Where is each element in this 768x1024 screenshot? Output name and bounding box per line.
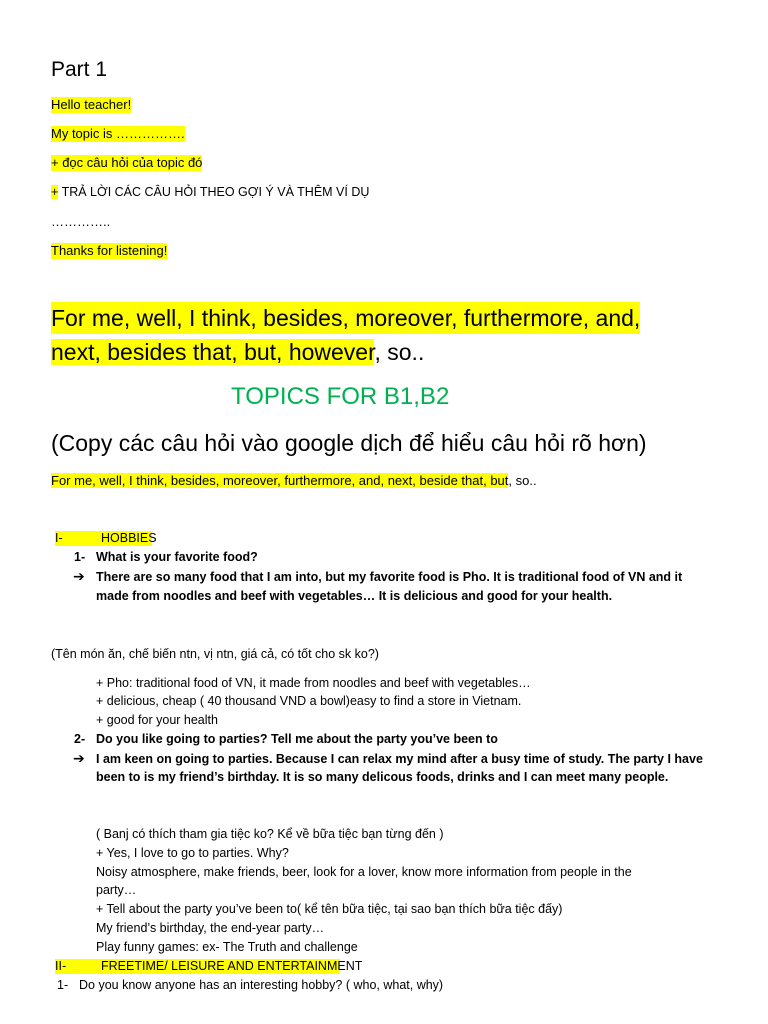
arrow-right-icon: ➔ <box>73 568 85 584</box>
note-line: ( Banj có thích tham gia tiệc ko? Kể về bữa tiệc bạn từng đến ) <box>96 827 444 841</box>
connectors-large-line1: For me, well, I think, besides, moreover, furthermore, and, <box>51 302 640 334</box>
answer-line: made from noodles and beef with vegetables… It is delicious and good for your health. <box>96 589 613 603</box>
connectors-large-line2 <box>51 336 424 368</box>
question-number: 1- <box>74 550 86 564</box>
thanks-line: Thanks for listening! <box>51 243 168 258</box>
greeting-line: Hello teacher! <box>51 97 132 112</box>
note-line: party… <box>96 883 137 897</box>
note-line: + Yes, I love to go to parties. Why? <box>96 846 289 860</box>
section-roman: II- <box>55 959 67 973</box>
section-heading-hobbies <box>55 531 157 546</box>
note-line: + delicious, cheap ( 40 thousand VND a bowl)easy to find a store in Vietnam. <box>96 694 522 708</box>
hint-note: (Tên món ăn, chế biến ntn, vị ntn, giá cả, có tốt cho sk ko?) <box>51 647 379 661</box>
answer-line: I am keen on going to parties. Because I can relax my mind after a busy time of study. The party I have <box>96 752 703 766</box>
topic-line: My topic is ……………. <box>51 126 185 141</box>
note-line: + Pho: traditional food of VN, it made from noodles and beef with vegetables… <box>96 676 531 690</box>
ellipsis-line: ………….. <box>51 214 111 229</box>
question-text: Do you like going to parties? Tell me about the party you’ve been to <box>96 732 498 746</box>
question-text: Do you know anyone has an interesting hobby? ( who, what, why) <box>79 978 444 992</box>
answer-line: been to is my friend’s birthday. It is so many delicous foods, drinks and I can meet many people. <box>96 770 669 784</box>
answer-instruction-line <box>51 185 369 200</box>
arrow-right-icon: ➔ <box>73 750 85 766</box>
connectors-large-rest: , so.. <box>374 339 425 365</box>
note-line: + Tell about the party you’ve been to( kể tên bữa tiệc, tại sao bạn thích bữa tiệc đấy) <box>96 902 563 916</box>
connectors-small <box>51 473 537 489</box>
question-text: What is your favorite food? <box>96 550 258 564</box>
connectors-large-highlight: next, besides that, but, however <box>51 339 375 365</box>
note-line: Noisy atmosphere, make friends, beer, look for a lover, know more information from people in the <box>96 865 632 879</box>
read-question-line: + đọc câu hỏi của topic đó <box>51 155 203 170</box>
section-title: HOBBIES <box>101 531 157 545</box>
note-line: My friend’s birthday, the end-year party… <box>96 921 325 935</box>
section-title: FREETIME/ LEISURE AND ENTERTAINMENT <box>101 959 363 973</box>
question-number: 1- <box>57 978 69 992</box>
section-heading-freetime <box>55 959 363 974</box>
connectors-small-highlight: For me, well, I think, besides, moreover, furthermore, and, next, beside that, but <box>51 473 509 488</box>
answer-line: There are so many food that I am into, but my favorite food is Pho. It is traditional food of VN and it <box>96 570 683 584</box>
answer-instruction-text: TRẢ LỜI CÁC CÂU HỎI THEO GỢI Ý VÀ THÊM VÍ DỤ <box>61 185 370 199</box>
copy-note: (Copy các câu hỏi vào google dịch để hiểu câu hỏi rõ hơn) <box>51 430 647 456</box>
note-line: Play funny games: ex- The Truth and challenge <box>96 940 358 954</box>
question-number: 2- <box>74 732 86 746</box>
connectors-small-rest: , so.. <box>508 473 537 488</box>
section-roman: I- <box>55 531 63 545</box>
plus-sign: + <box>51 185 59 199</box>
topics-title: TOPICS FOR B1,B2 <box>231 383 450 410</box>
part-heading: Part 1 <box>51 58 108 81</box>
note-line: + good for your health <box>96 713 218 727</box>
